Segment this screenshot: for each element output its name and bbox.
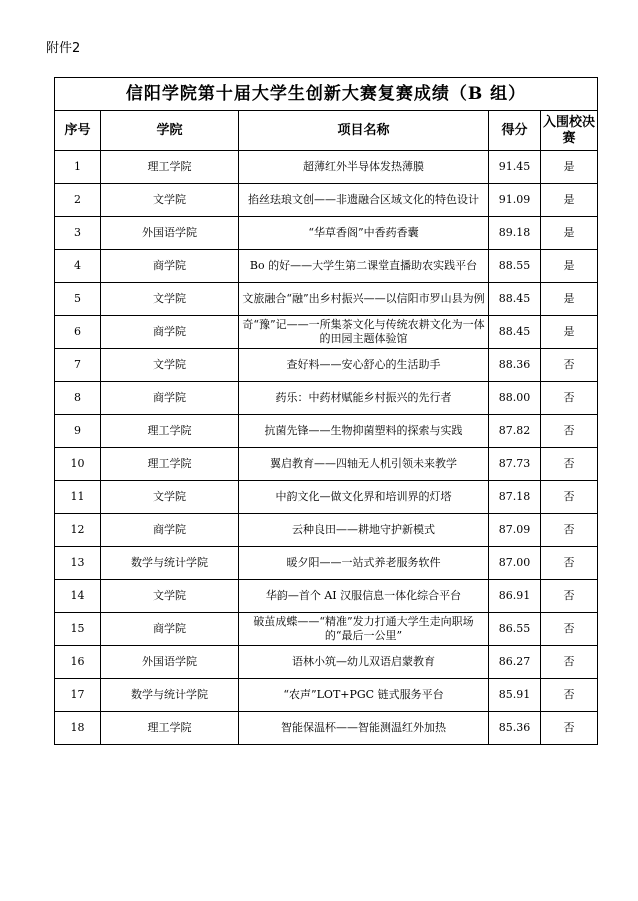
row-score: 88.45: [489, 283, 541, 316]
table-row: [55, 580, 598, 613]
row-college: 理工学院: [101, 448, 239, 481]
row-project-name: 翼启教育——四轴无人机引领未来教学: [239, 448, 489, 481]
row-score: 88.45: [489, 316, 541, 349]
header-no: 序号: [55, 111, 101, 151]
row-score: 89.18: [489, 217, 541, 250]
row-advance: 是: [541, 316, 598, 349]
row-project-name: 华韵—首个 AI 汉服信息一体化综合平台: [239, 580, 489, 613]
row-college: 理工学院: [101, 415, 239, 448]
row-no: 14: [55, 580, 101, 613]
row-project-name: 语林小筑—幼儿双语启蒙教育: [239, 646, 489, 679]
row-project-name: 掐丝珐琅文创——非遗融合区域文化的特色设计: [239, 184, 489, 217]
row-no: 18: [55, 712, 101, 745]
table-title-row: [55, 78, 598, 111]
row-score: 91.09: [489, 184, 541, 217]
table-row: [55, 547, 598, 580]
row-advance: 否: [541, 679, 598, 712]
row-no: 10: [55, 448, 101, 481]
row-no: 4: [55, 250, 101, 283]
row-score: 87.09: [489, 514, 541, 547]
table-row: [55, 283, 598, 316]
row-project-name: 奇“豫”记——一所集茶文化与传统农耕文化为一体的田园主题体验馆: [239, 316, 489, 349]
row-project-name: 文旅融合“融”出乡村振兴——以信阳市罗山县为例: [239, 283, 489, 316]
row-college: 商学院: [101, 514, 239, 547]
row-score: 88.55: [489, 250, 541, 283]
table-row: [55, 613, 598, 646]
header-score: 得分: [489, 111, 541, 151]
row-score: 86.27: [489, 646, 541, 679]
row-project-name: Bo 的好——大学生第二课堂直播助农实践平台: [239, 250, 489, 283]
table-title: 信阳学院第十届大学生创新大赛复赛成绩（B 组）: [55, 78, 598, 111]
table-row: [55, 646, 598, 679]
row-advance: 否: [541, 712, 598, 745]
row-project-name: 云种良田——耕地守护新模式: [239, 514, 489, 547]
row-project-name: 药乐：中药材赋能乡村振兴的先行者: [239, 382, 489, 415]
row-college: 文学院: [101, 580, 239, 613]
row-no: 7: [55, 349, 101, 382]
row-college: 文学院: [101, 481, 239, 514]
row-college: 文学院: [101, 349, 239, 382]
row-college: 外国语学院: [101, 217, 239, 250]
table-row: [55, 415, 598, 448]
row-no: 13: [55, 547, 101, 580]
table-row: [55, 712, 598, 745]
row-no: 12: [55, 514, 101, 547]
row-college: 数学与统计学院: [101, 547, 239, 580]
row-no: 2: [55, 184, 101, 217]
row-no: 11: [55, 481, 101, 514]
row-project-name: 查好料——安心舒心的生活助手: [239, 349, 489, 382]
row-score: 87.18: [489, 481, 541, 514]
row-project-name: 中韵文化—做文化界和培训界的灯塔: [239, 481, 489, 514]
row-no: 6: [55, 316, 101, 349]
table-row: [55, 382, 598, 415]
row-advance: 否: [541, 613, 598, 646]
table-row: [55, 184, 598, 217]
attachment-label: 附件2: [46, 41, 81, 56]
row-advance: 否: [541, 382, 598, 415]
table-row: [55, 151, 598, 184]
row-advance: 否: [541, 349, 598, 382]
row-score: 87.73: [489, 448, 541, 481]
row-college: 文学院: [101, 184, 239, 217]
row-advance: 是: [541, 151, 598, 184]
row-advance: 否: [541, 448, 598, 481]
row-score: 88.36: [489, 349, 541, 382]
row-no: 3: [55, 217, 101, 250]
row-project-name: 暖夕阳——一站式养老服务软件: [239, 547, 489, 580]
row-score: 85.91: [489, 679, 541, 712]
row-no: 16: [55, 646, 101, 679]
row-no: 8: [55, 382, 101, 415]
row-college: 商学院: [101, 250, 239, 283]
row-advance: 是: [541, 250, 598, 283]
row-project-name: 超薄红外半导体发热薄膜: [239, 151, 489, 184]
results-table: [54, 77, 598, 745]
table-row: [55, 679, 598, 712]
header-project: 项目名称: [239, 111, 489, 151]
table-header-row: [55, 111, 598, 151]
row-project-name: 破茧成蝶——“精准”发力打通大学生走向职场的“最后一公里”: [239, 613, 489, 646]
row-college: 商学院: [101, 613, 239, 646]
header-college: 学院: [101, 111, 239, 151]
row-college: 理工学院: [101, 712, 239, 745]
row-advance: 否: [541, 547, 598, 580]
row-college: 商学院: [101, 316, 239, 349]
row-college: 理工学院: [101, 151, 239, 184]
row-advance: 否: [541, 514, 598, 547]
row-score: 88.00: [489, 382, 541, 415]
table-row: [55, 250, 598, 283]
row-project-name: “华草香阁”中香药香囊: [239, 217, 489, 250]
row-advance: 是: [541, 217, 598, 250]
table-row: [55, 448, 598, 481]
table-row: [55, 217, 598, 250]
row-advance: 否: [541, 415, 598, 448]
row-project-name: 智能保温杯——智能测温红外加热: [239, 712, 489, 745]
row-score: 85.36: [489, 712, 541, 745]
row-no: 17: [55, 679, 101, 712]
row-college: 外国语学院: [101, 646, 239, 679]
row-project-name: 抗菌先锋——生物抑菌塑料的探索与实践: [239, 415, 489, 448]
table-row: [55, 316, 598, 349]
header-advance: 入围校决赛: [541, 111, 598, 151]
row-advance: 是: [541, 184, 598, 217]
row-score: 91.45: [489, 151, 541, 184]
row-advance: 是: [541, 283, 598, 316]
row-score: 86.55: [489, 613, 541, 646]
table-row: [55, 349, 598, 382]
row-no: 15: [55, 613, 101, 646]
table-row: [55, 481, 598, 514]
row-score: 87.00: [489, 547, 541, 580]
row-college: 文学院: [101, 283, 239, 316]
row-score: 86.91: [489, 580, 541, 613]
table-row: [55, 514, 598, 547]
row-score: 87.82: [489, 415, 541, 448]
row-advance: 否: [541, 481, 598, 514]
row-college: 数学与统计学院: [101, 679, 239, 712]
row-project-name: “农声”LOT+PGC 链式服务平台: [239, 679, 489, 712]
row-no: 9: [55, 415, 101, 448]
row-college: 商学院: [101, 382, 239, 415]
row-advance: 否: [541, 580, 598, 613]
row-no: 5: [55, 283, 101, 316]
row-no: 1: [55, 151, 101, 184]
row-advance: 否: [541, 646, 598, 679]
